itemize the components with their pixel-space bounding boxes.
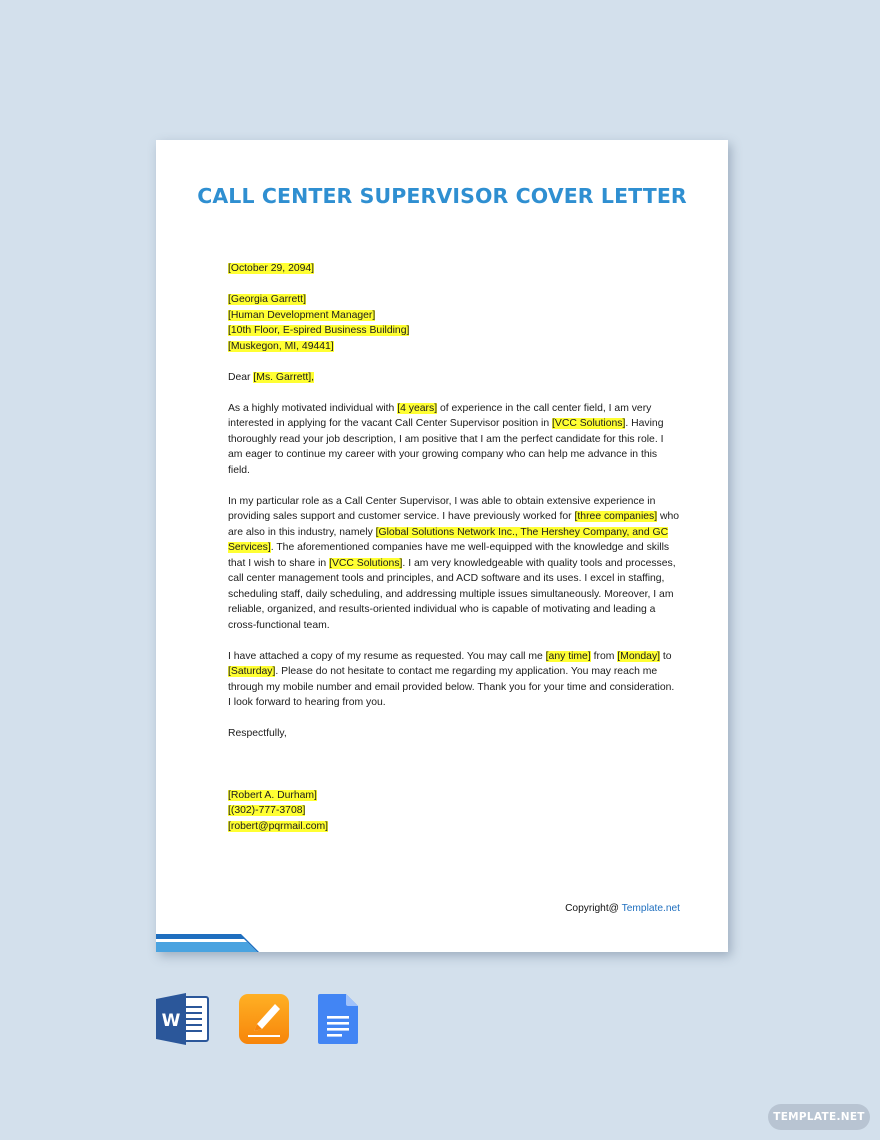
- recipient-address-line2: [Muskegon, MI, 49441]: [228, 340, 334, 352]
- paragraph-text: who are also in this industry, namely: [228, 511, 680, 538]
- greeting-prefix: Dear: [228, 371, 254, 383]
- placeholder-time: [any time]: [545, 650, 591, 662]
- template-net-watermark: TEMPLATE.NET: [768, 1104, 870, 1130]
- paragraph-text: As a highly motivated individual with: [228, 402, 398, 414]
- paragraph-3: [228, 649, 680, 711]
- word-icon[interactable]: [156, 993, 212, 1045]
- paragraph-text: I have attached a copy of my resume as requested. You may call me: [228, 650, 546, 662]
- greeting-name: [Ms. Garrett],: [253, 371, 315, 383]
- sender-email: [robert@pqrmail.com]: [228, 820, 329, 832]
- placeholder-company: [VCC Solutions]: [552, 418, 626, 429]
- paragraph-text: from: [590, 650, 618, 662]
- letter-page: [156, 140, 728, 952]
- paragraph-text: . Please do not hesitate to contact me regarding my application. You may reach me through my mobile number and email provided below. Thank you for your time and consideration. I look forward to hearing from you.: [228, 666, 675, 708]
- date-line: [228, 261, 680, 277]
- word-icon-letter: W: [161, 1011, 181, 1031]
- paragraph-text: . Having thoroughly read your job description, I am positive that I am the perfect candidate for this role. I am eager to continue my career with your growing company who can help me advance in this field.: [228, 418, 664, 476]
- paragraph-2: [228, 494, 680, 634]
- placeholder-start-day: [Monday]: [617, 650, 661, 662]
- paragraph-text: . I am very knowledgeable with quality tools and processes, call center management tools and principles, and ACD software and its uses. I excel in staffing, scheduling staff, daily scheduling, and addressing multiple issues simultaneously. Moreover, I am reliable, organized, and results-oriented individual who is capable of motivating and leading a cross-functional team.: [228, 557, 676, 631]
- closing: Respectfully,: [228, 728, 287, 739]
- sender-phone: [(302)-777-3708]: [228, 805, 306, 816]
- footer-stripe: [156, 934, 266, 952]
- placeholder-company-count: [three companies]: [574, 511, 658, 522]
- copyright-notice: [565, 903, 680, 914]
- placeholder-company-names: [Global Solutions Network Inc., The Hershey Company, and GC Services]: [228, 526, 669, 553]
- copyright-link[interactable]: Template.net: [621, 903, 680, 914]
- document-title: CALL CENTER SUPERVISOR COVER LETTER: [197, 184, 687, 208]
- placeholder-end-day: [Saturday]: [228, 666, 276, 677]
- sender-block: [228, 788, 680, 835]
- recipient-block: [228, 292, 680, 354]
- greeting: [228, 370, 680, 386]
- pages-icon[interactable]: [238, 993, 290, 1045]
- recipient-position: [Human Development Manager]: [228, 309, 376, 321]
- paragraph-text: to: [660, 650, 672, 662]
- letter-body: [228, 261, 680, 834]
- paragraph-text: In my particular role as a Call Center Supervisor, I was able to obtain extensive experience in providing sales support and customer service. I have previously worked for: [228, 495, 656, 522]
- recipient-name: [Georgia Garrett]: [228, 294, 306, 305]
- google-docs-icon[interactable]: [317, 993, 359, 1045]
- paragraph-text: . The aforementioned companies have me well-equipped with the knowledge and skills that I wish to share in: [228, 542, 670, 569]
- paragraph-text: of experience in the call center field, I am very interested in applying for the vacant Call Center Supervisor position in: [228, 402, 652, 429]
- placeholder-years: [4 years]: [397, 402, 438, 414]
- recipient-address-line1: [10th Floor, E-spired Business Building]: [228, 325, 410, 336]
- placeholder-company: [VCC Solutions]: [329, 557, 403, 569]
- date-field: [October 29, 2094]: [228, 263, 315, 274]
- paragraph-1: [228, 401, 680, 479]
- sender-name: [Robert A. Durham]: [228, 789, 317, 801]
- copyright-label: Copyright@: [565, 903, 622, 914]
